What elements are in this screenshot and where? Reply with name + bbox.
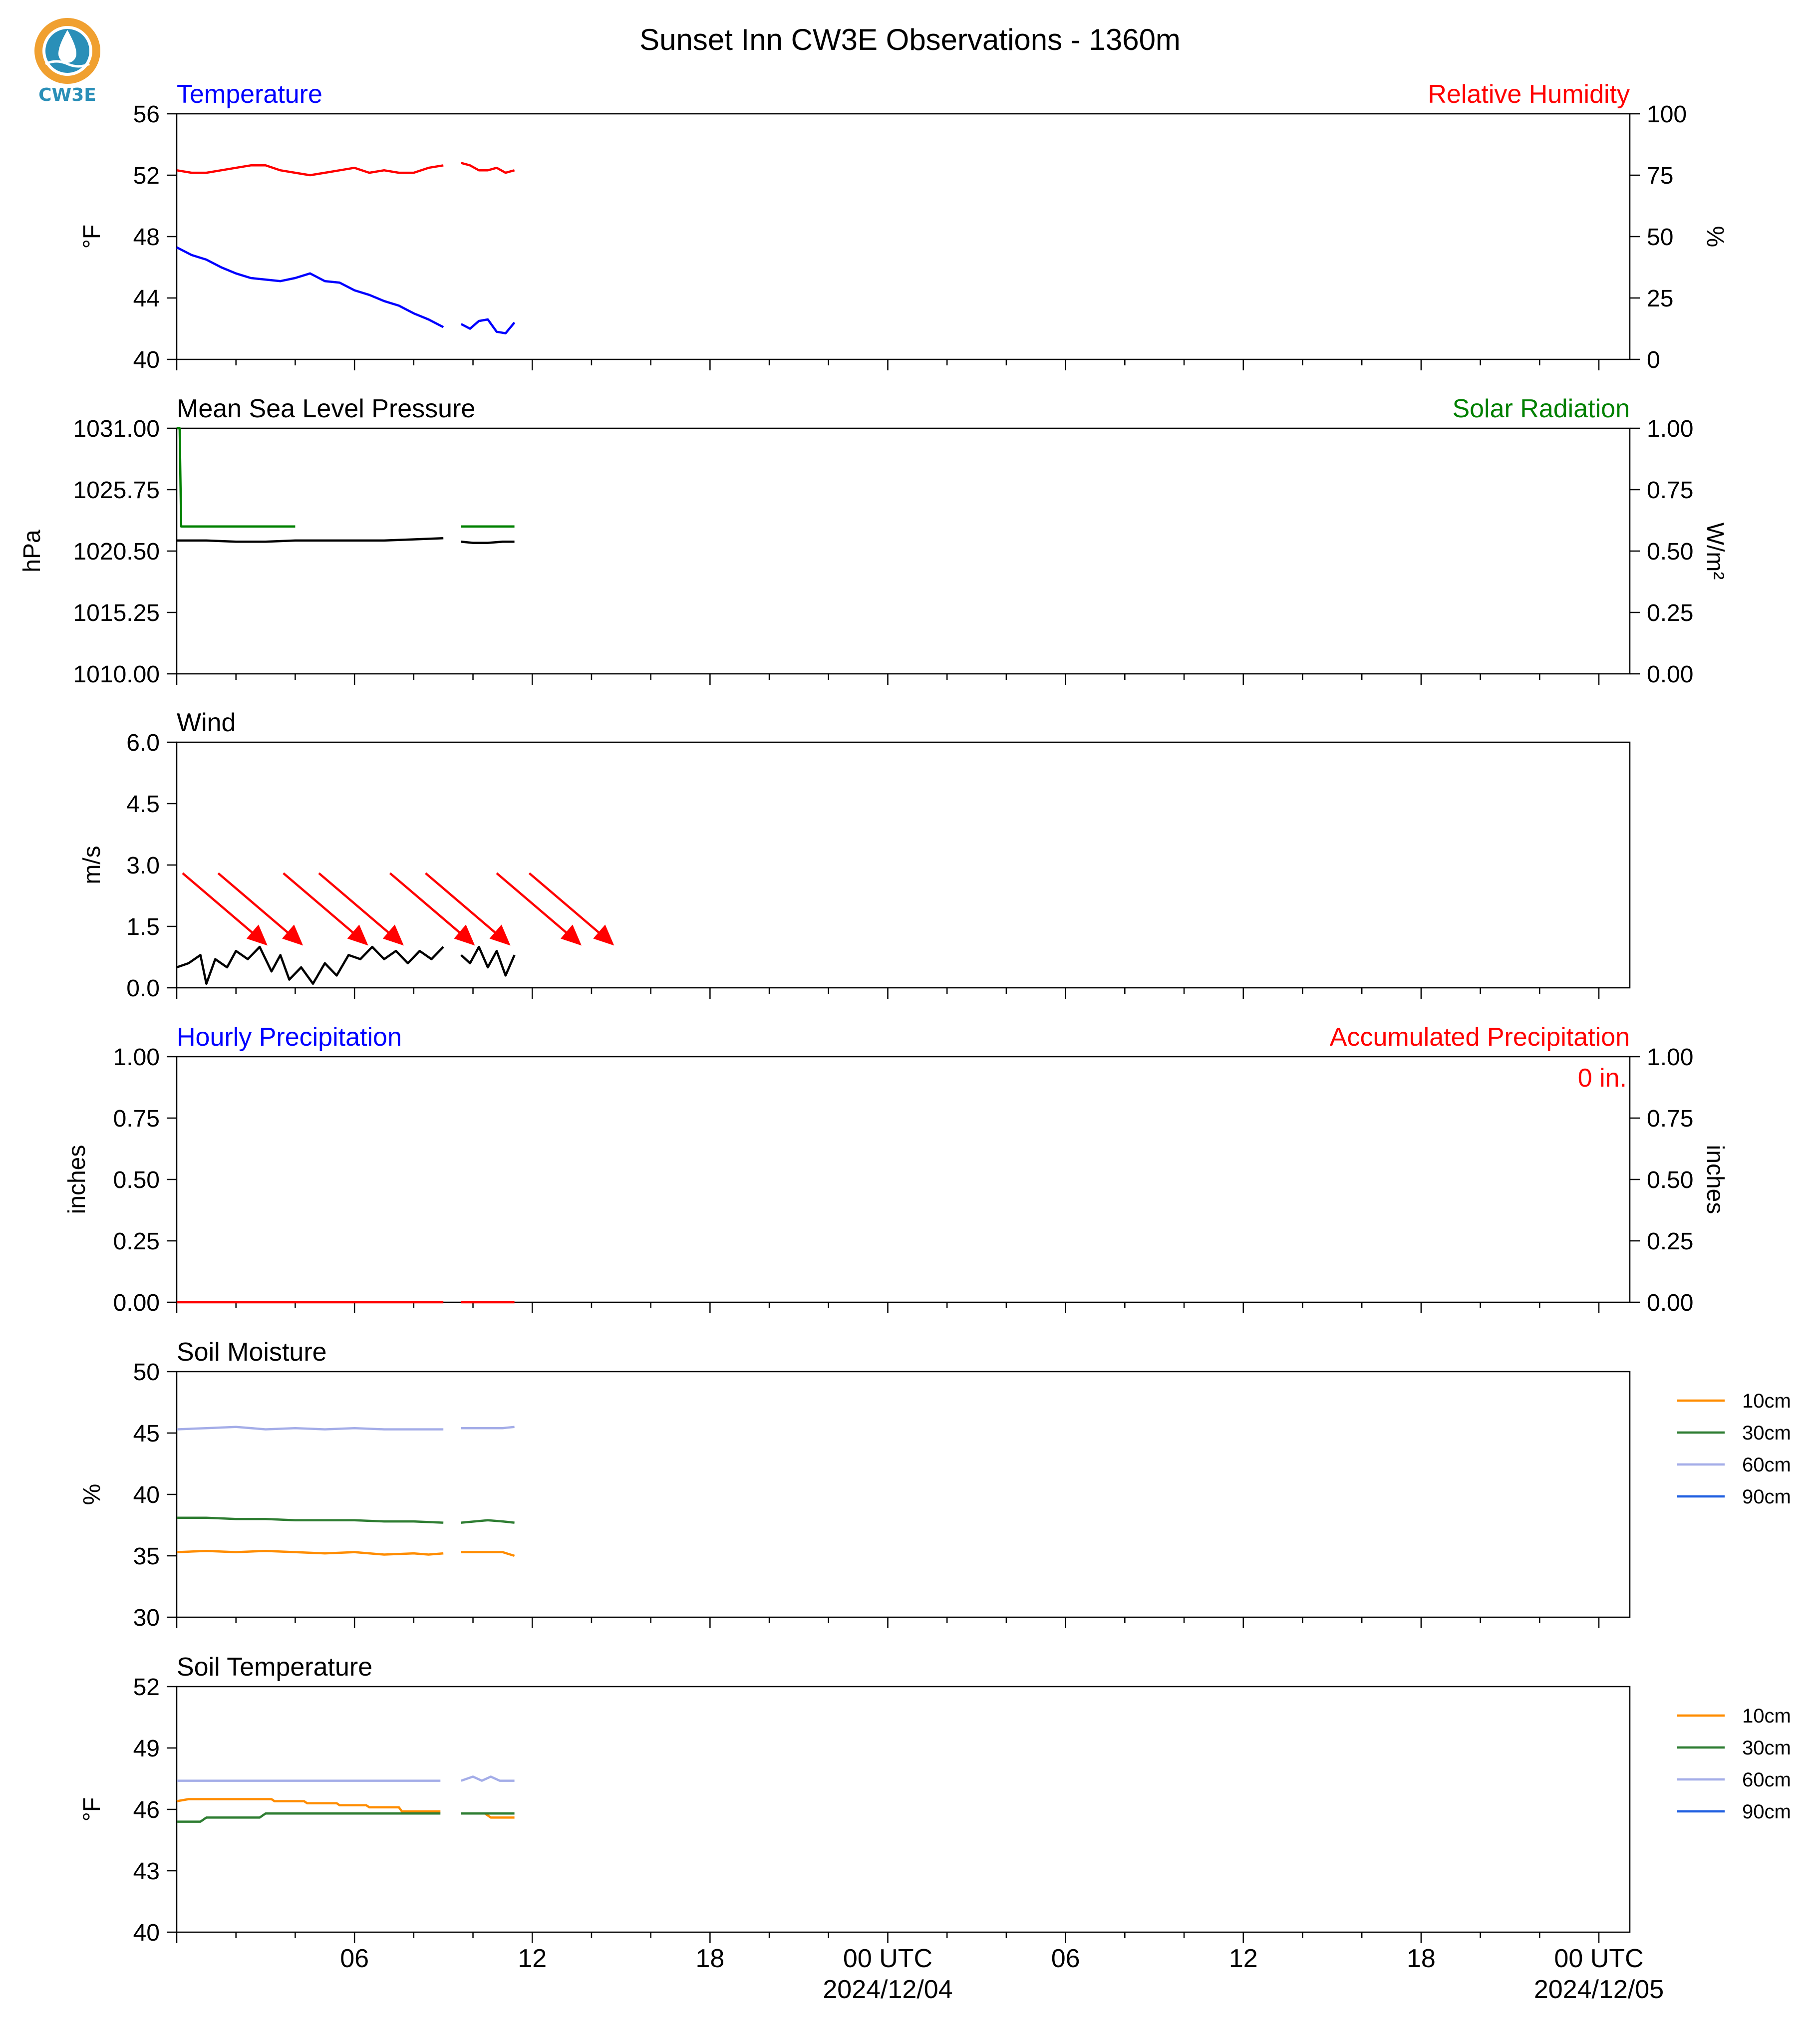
y-axis-label: inches: [64, 1145, 90, 1214]
legend-label: 90cm: [1742, 1801, 1791, 1823]
y-tick-label: 50: [133, 1359, 160, 1386]
y-tick-label: 45: [133, 1421, 160, 1447]
y-tick-label: 1015.25: [73, 600, 160, 626]
y-tick-label: 6.0: [126, 730, 160, 756]
y-right-axis-label: W/m²: [1702, 522, 1728, 580]
x-tick-label: 00 UTC: [843, 1944, 933, 1973]
wind-arrow-shaft: [426, 873, 501, 937]
y-tick-label: 0.75: [113, 1106, 160, 1132]
y-right-axis-label: %: [1702, 226, 1728, 248]
wind-arrow-head: [454, 924, 475, 945]
panel-3: [64, 1023, 1728, 1316]
series-line-10cm: [177, 1551, 515, 1556]
wind-arrow-shaft: [183, 873, 258, 937]
y-tick-label: 1020.50: [73, 539, 160, 565]
y-tick-label: 0.50: [113, 1167, 160, 1193]
y-right-tick-label: 0.00: [1647, 661, 1694, 688]
cw3e-logo: [27, 15, 107, 105]
plot-frame: [177, 114, 1630, 359]
y-tick-label: 40: [133, 347, 160, 373]
series-line-temperature: [177, 248, 515, 333]
y-axis-label: °F: [79, 1797, 105, 1822]
panel-title-right: Solar Radiation: [1452, 394, 1630, 423]
y-tick-label: 1010.00: [73, 661, 160, 688]
wind-arrow-shaft: [390, 873, 465, 937]
y-tick-label: 1.00: [113, 1044, 160, 1071]
series-line-30cm: [177, 1813, 515, 1821]
wind-arrow-head: [561, 924, 582, 945]
y-tick-label: 4.5: [126, 791, 160, 818]
series-line-mean-sea-level-pressure: [177, 538, 515, 543]
series-line-solar-radiation: [177, 428, 515, 527]
y-right-tick-label: 0.25: [1647, 1228, 1694, 1255]
plot-frame: [177, 428, 1630, 674]
y-right-tick-label: 0: [1647, 347, 1660, 373]
y-axis-label: %: [79, 1483, 105, 1505]
plot-frame: [177, 1687, 1630, 1932]
y-tick-label: 1025.75: [73, 477, 160, 504]
wind-arrow-head: [383, 924, 404, 945]
logo-text: CW3E: [38, 85, 96, 105]
legend-label: 60cm: [1742, 1769, 1791, 1791]
panel-title-left: Soil Temperature: [177, 1653, 373, 1682]
legend-label: 60cm: [1742, 1454, 1791, 1476]
y-right-tick-label: 0.50: [1647, 1167, 1694, 1193]
panel-title-left: Soil Moisture: [177, 1338, 327, 1367]
y-tick-label: 48: [133, 224, 160, 251]
x-tick-label: 12: [1228, 1944, 1258, 1973]
y-axis-label: m/s: [79, 846, 105, 884]
x-tick-label: 06: [1051, 1944, 1080, 1973]
plot-frame: [177, 1372, 1630, 1617]
y-tick-label: 0.0: [126, 975, 160, 1002]
y-tick-label: 49: [133, 1736, 160, 1762]
wind-arrow-shaft: [529, 873, 604, 937]
y-right-tick-label: 0.25: [1647, 600, 1694, 626]
y-right-tick-label: 0.50: [1647, 539, 1694, 565]
y-right-tick-label: 25: [1647, 286, 1674, 312]
panel-title-right: Accumulated Precipitation: [1329, 1023, 1630, 1052]
y-right-tick-label: 1.00: [1647, 1044, 1694, 1071]
y-tick-label: 0.25: [113, 1228, 160, 1255]
y-tick-label: 3.0: [126, 853, 160, 879]
wind-arrow-head: [247, 924, 268, 945]
x-tick-date-label: 2024/12/04: [823, 1975, 953, 2004]
legend-label: 30cm: [1742, 1737, 1791, 1759]
panel-4: [79, 1338, 1791, 1631]
series-line-30cm: [177, 1518, 515, 1523]
y-tick-label: 30: [133, 1605, 160, 1631]
y-axis-label: °F: [79, 224, 105, 249]
legend-label: 90cm: [1742, 1486, 1791, 1508]
plot-frame: [177, 1057, 1630, 1302]
y-axis-label: hPa: [19, 530, 45, 573]
series-line-60cm: [177, 1776, 515, 1780]
y-tick-label: 43: [133, 1858, 160, 1885]
wind-arrow-shaft: [319, 873, 394, 937]
panel-0: [79, 80, 1728, 373]
x-tick-label: 12: [518, 1944, 547, 1973]
y-tick-label: 40: [133, 1482, 160, 1508]
y-tick-label: 52: [133, 1674, 160, 1701]
y-tick-label: 44: [133, 286, 160, 312]
accumulated-precip-value: 0 in.: [1577, 1064, 1627, 1093]
panel-title-left: Wind: [177, 708, 236, 737]
y-right-tick-label: 0.75: [1647, 477, 1694, 504]
wind-arrow-shaft: [218, 873, 293, 937]
series-line-relative-humidity: [177, 163, 515, 175]
figure-title: Sunset Inn CW3E Observations - 1360m: [639, 23, 1181, 56]
panel-title-left: Temperature: [177, 80, 322, 109]
y-tick-label: 1031.00: [73, 416, 160, 442]
y-right-tick-label: 1.00: [1647, 416, 1694, 442]
panel-title-right: Relative Humidity: [1428, 80, 1630, 109]
x-tick-label: 18: [1406, 1944, 1436, 1973]
wind-arrow-head: [347, 924, 368, 945]
y-tick-label: 40: [133, 1920, 160, 1946]
legend-label: 10cm: [1742, 1390, 1791, 1412]
panel-5: [79, 1653, 1791, 1946]
legend-label: 10cm: [1742, 1705, 1791, 1727]
y-right-tick-label: 0.00: [1647, 1290, 1694, 1316]
y-tick-label: 1.5: [126, 914, 160, 940]
panel-2: [79, 708, 1630, 1002]
series-line-wind-speed: [177, 947, 515, 984]
panel-1: [19, 394, 1728, 688]
x-tick-date-label: 2024/12/05: [1533, 1975, 1664, 2004]
y-right-tick-label: 75: [1647, 163, 1674, 189]
y-tick-label: 56: [133, 101, 160, 128]
y-tick-label: 0.00: [113, 1290, 160, 1316]
y-right-tick-label: 0.75: [1647, 1106, 1694, 1132]
y-right-tick-label: 50: [1647, 224, 1674, 251]
wind-arrow-head: [282, 924, 303, 945]
y-tick-label: 46: [133, 1797, 160, 1823]
x-tick-label: 00 UTC: [1554, 1944, 1644, 1973]
x-tick-label: 18: [695, 1944, 725, 1973]
series-line-60cm: [177, 1427, 515, 1430]
wind-arrow-head: [593, 924, 614, 945]
panel-title-left: Hourly Precipitation: [177, 1023, 402, 1052]
y-tick-label: 52: [133, 163, 160, 189]
legend-label: 30cm: [1742, 1422, 1791, 1444]
x-tick-label: 06: [340, 1944, 369, 1973]
panel-title-left: Mean Sea Level Pressure: [177, 394, 476, 423]
series-line-10cm: [177, 1799, 515, 1818]
y-right-tick-label: 100: [1647, 101, 1687, 128]
y-tick-label: 35: [133, 1543, 160, 1570]
y-right-axis-label: inches: [1702, 1145, 1728, 1214]
wind-arrow-shaft: [497, 873, 572, 937]
wind-arrow-head: [490, 924, 511, 945]
